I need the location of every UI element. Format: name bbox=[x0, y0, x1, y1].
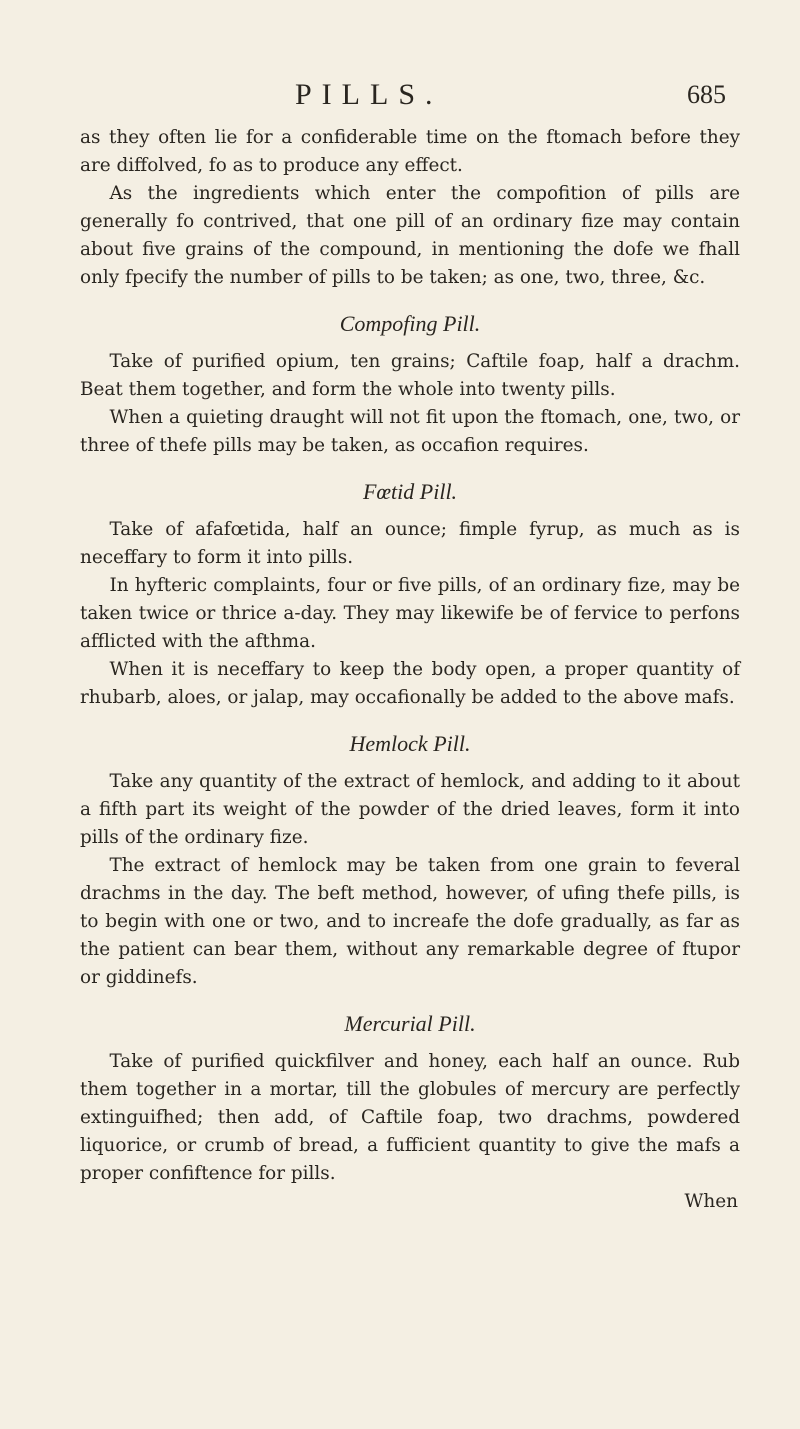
page-number: 685 bbox=[687, 80, 726, 109]
running-head bbox=[80, 78, 740, 124]
intro-paragraph: As the ingredients which enter the compofition of pills are generally fo contrived, that one pill of an ordinary fize may contain about five grains of the compound, in mentioning the dofe we fhall only fpecify the number of pills to be taken; as one, two, three, &c. bbox=[80, 183, 740, 288]
foetid-pill-note: When it is neceffary to keep the body open, a proper quantity of rhubarb, aloes, or jalap, may occafionally be added to the above mafs. bbox=[80, 659, 740, 708]
hemlock-pill-recipe: Take any quantity of the extract of hemlock, and adding to it about a fifth part its weight of the powder of the dried leaves, form it into pills of the ordinary fize. bbox=[80, 771, 740, 848]
foetid-pill-recipe: Take of afafœtida, half an ounce; fimple fyrup, as much as is neceffary to form it into pills. bbox=[80, 519, 740, 568]
section-title-mercurial-pill: Mercurial Pill. bbox=[344, 1011, 476, 1036]
composing-pill-usage: When a quieting draught will not fit upon the ftomach, one, two, or three of thefe pills may be taken, as occafion requires. bbox=[80, 407, 740, 456]
hemlock-pill-usage: The extract of hemlock may be taken from one grain to feveral drachms in the day. The beft method, however, of ufing thefe pills, is to begin with one or two, and to increafe the dofe gradually, as far as the patient can bear them, without any remarkable degree of ftupor or giddinefs. bbox=[80, 855, 740, 988]
catchword: When bbox=[684, 1191, 738, 1212]
foetid-pill-usage: In hyfteric complaints, four or five pills, of an ordinary fize, may be taken twice or thrice a-day. They may likewife be of fervice to perfons afflicted with the afthma. bbox=[80, 575, 740, 652]
intro-paragraph-continued: as they often lie for a confiderable time on the ftomach before they are diffolved, fo as to produce any effect. bbox=[80, 127, 740, 176]
section-title-hemlock-pill: Hemlock Pill. bbox=[349, 731, 471, 756]
mercurial-pill-recipe: Take of purified quickfilver and honey, each half an ounce. Rub them together in a mortar, till the globules of mercury are perfectly extinguifhed; then add, of Caftile foap, two drachms, powdered liquorice, or crumb of bread, a fufficient quantity to give the mafs a proper confiftence for pills. bbox=[80, 1051, 740, 1184]
section-title-composing-pill: Compofing Pill. bbox=[339, 311, 481, 336]
section-title-foetid-pill: Fœtid Pill. bbox=[362, 479, 458, 504]
running-title: PILLS. bbox=[295, 78, 443, 111]
composing-pill-recipe: Take of purified opium, ten grains; Caftile foap, half a drachm. Beat them together, and form the whole into twenty pills. bbox=[80, 351, 740, 400]
